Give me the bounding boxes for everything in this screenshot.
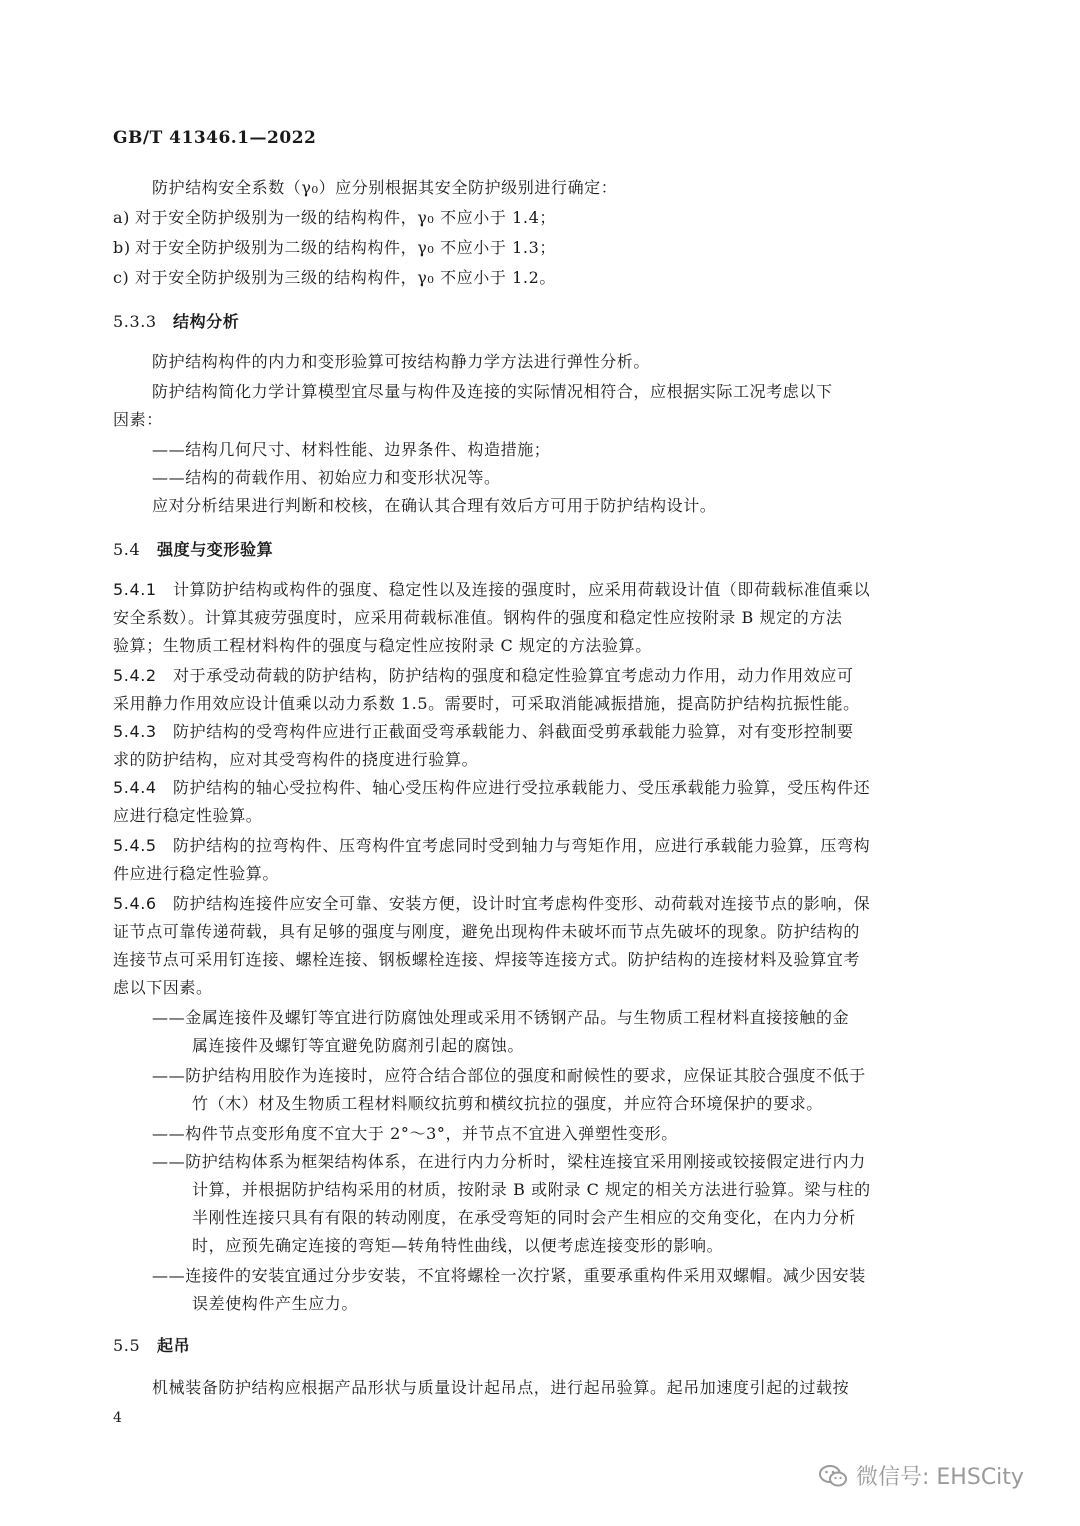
section-title: 强度与变形验算 [157,540,274,559]
list-label: b) [113,238,131,257]
clause-text: 安全系数）。计算其疲劳强度时，应采用荷载标准值。钢构件的强度和稳定性应按附录 B 规定的方法 [113,608,843,627]
section-number: 5.5 [113,1336,141,1355]
list-item [113,268,951,288]
dash-item: ——防护结构用胶作为连接时，应符合结合部位的强度和耐候性的要求，应保证其胶合强度不低于 [152,1066,866,1085]
clause-5-4-3 [113,722,951,742]
section-title: 起吊 [157,1336,191,1355]
dash-item-cont: 竹（木）材及生物质工程材料顺纹抗剪和横纹抗拉的强度，并应符合环境保护的要求。 [192,1094,823,1113]
watermark-text: 微信号: EHSCity [856,1465,1024,1490]
clause-text: 验算；生物质工程材料构件的强度与稳定性应按附录 C 规定的方法验算。 [113,636,652,655]
paragraph-cont: 因素： [113,410,163,429]
clause-text: 求的防护结构，应对其受弯构件的挠度进行验算。 [113,750,479,769]
paragraph: 机械装备防护结构应根据产品形状与质量设计起吊点，进行起吊验算。起吊加速度引起的过载按 [152,1378,850,1397]
clause-number: 5.4.1 [113,580,157,599]
clause-text: 采用静力作用效应设计值乘以动力系数 1.5。需要时，可采取消能减振措施，提高防护结构抗振性能。 [113,694,860,713]
clause-5-4-6 [113,894,951,914]
clause-text: 对于承受动荷载的防护结构，防护结构的强度和稳定性验算宜考虑动力作用，动力作用效应可 [173,666,854,685]
section-heading-5-3-3 [113,312,951,332]
intro-line: 防护结构安全系数（γ₀）应分别根据其安全防护级别进行确定： [152,178,618,197]
watermark [818,1460,1024,1491]
clause-number: 5.4.3 [113,722,157,741]
list-text: 对于安全防护级别为一级的结构构件，γ₀ 不应小于 1.4； [135,208,556,227]
clause-5-4-5 [113,836,951,856]
clause-5-4-2 [113,666,951,686]
page-number: 4 [113,1410,122,1426]
dash-item-cont: 计算，并根据防护结构采用的材质，按附录 B 或附录 C 规定的相关方法进行验算。梁与柱的 [192,1180,871,1199]
section-number: 5.3.3 [113,312,157,331]
list-label: a) [113,208,130,227]
dash-item: ——连接件的安装宜通过分步安装，不宜将螺栓一次拧紧，重要承重构件采用双螺帽。减少因安装 [152,1266,866,1285]
clause-text: 防护结构的拉弯构件、压弯构件宜考虑同时受到轴力与弯矩作用，应进行承载能力验算，压弯构 [173,836,871,855]
dash-item: ——防护结构体系为框架结构体系，在进行内力分析时，梁柱连接宜采用刚接或铰接假定进行内力 [152,1152,866,1171]
dash-item-cont: 误差使构件产生应力。 [192,1294,359,1313]
dash-item: ——结构的荷载作用、初始应力和变形状况等。 [152,468,501,487]
clause-number: 5.4.2 [113,666,157,685]
clause-text: 证节点可靠传递荷载，具有足够的强度与刚度，避免出现构件未破坏而节点先破坏的现象。防护结构的 [113,922,861,941]
section-title: 结构分析 [173,312,240,331]
paragraph: 防护结构简化力学计算模型宜尽量与构件及连接的实际情况相符合，应根据实际工况考虑以下 [152,382,833,401]
section-heading-5-4 [113,540,951,560]
clause-5-4-4 [113,778,951,798]
dash-item: ——金属连接件及螺钉等宜进行防腐蚀处理或采用不锈钢产品。与生物质工程材料直接接触的金 [152,1008,850,1027]
dash-item: ——结构几何尺寸、材料性能、边界条件、构造措施； [152,440,551,459]
dash-item-cont: 半刚性连接只具有有限的转动刚度，在承受弯矩的同时会产生相应的交角变化，在内力分析 [192,1208,857,1227]
paragraph: 应对分析结果进行判断和校核，在确认其合理有效后方可用于防护结构设计。 [152,496,717,515]
dash-item-cont: 时，应预先确定连接的弯矩—转角特性曲线，以便考虑连接变形的影响。 [192,1236,724,1255]
list-item [113,208,951,228]
clause-number: 5.4.5 [113,836,157,855]
list-label: c) [113,268,130,287]
dash-item: ——构件节点变形角度不宜大于 2°～3°，并节点不宜进入弹塑性变形。 [152,1124,678,1143]
clause-text: 防护结构的受弯构件应进行正截面受弯承载能力、斜截面受剪承载能力验算，对有变形控制要 [173,722,854,741]
clause-number: 5.4.4 [113,778,157,797]
clause-text: 防护结构的轴心受拉构件、轴心受压构件应进行受拉承载能力、受压承载能力验算，受压构件还 [173,778,871,797]
paragraph: 防护结构构件的内力和变形验算可按结构静力学方法进行弹性分析。 [152,352,651,371]
clause-text: 件应进行稳定性验算。 [113,864,280,883]
clause-text: 应进行稳定性验算。 [113,806,263,825]
section-number: 5.4 [113,540,141,559]
clause-number: 5.4.6 [113,894,157,913]
section-heading-5-5 [113,1336,951,1356]
clause-text: 虑以下因素。 [113,978,213,997]
list-item [113,238,951,258]
clause-text: 计算防护结构或构件的强度、稳定性以及连接的强度时，应采用荷载设计值（即荷载标准值乘以 [173,580,871,599]
list-text: 对于安全防护级别为二级的结构构件，γ₀ 不应小于 1.3； [135,238,556,257]
clause-text: 防护结构连接件应安全可靠、安装方便，设计时宜考虑构件变形、动荷载对连接节点的影响，保 [173,894,871,913]
standard-number: GB/T 41346.1—2022 [113,128,317,148]
clause-5-4-1 [113,580,951,600]
clause-text: 连接节点可采用钉连接、螺栓连接、钢板螺栓连接、焊接等连接方式。防护结构的连接材料及验算宜考 [113,950,861,969]
dash-item-cont: 属连接件及螺钉等宜避免防腐剂引起的腐蚀。 [192,1036,525,1055]
list-text: 对于安全防护级别为三级的结构构件，γ₀ 不应小于 1.2。 [135,268,556,287]
wechat-icon [818,1463,848,1489]
